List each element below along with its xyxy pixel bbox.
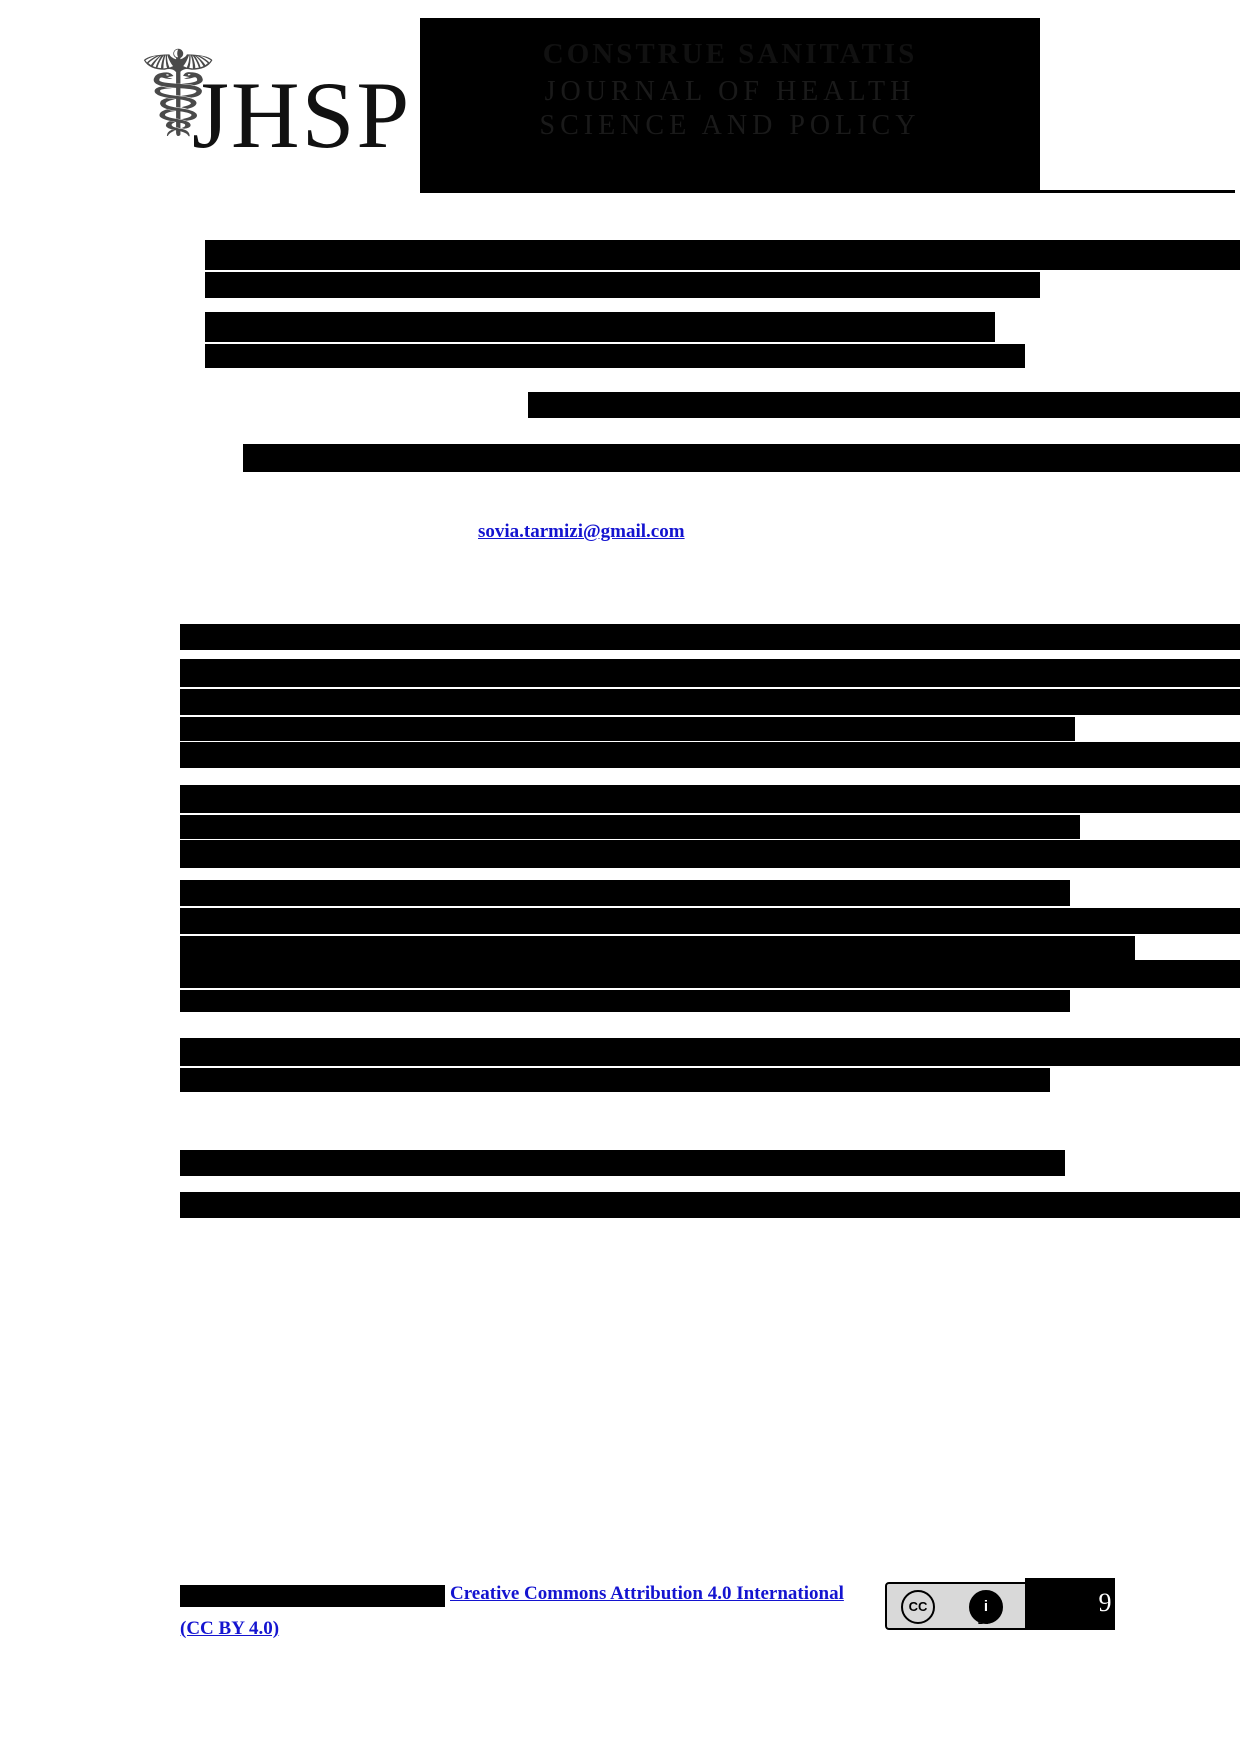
abstract-line-1 bbox=[180, 659, 1240, 687]
title-line-2 bbox=[205, 272, 1040, 298]
abstract-line-5 bbox=[180, 785, 1240, 813]
authors-line-1 bbox=[205, 312, 995, 342]
journal-wordmark: JHSP bbox=[192, 62, 412, 168]
corresponding-email-link[interactable]: sovia.tarmizi@gmail.com bbox=[478, 521, 685, 542]
authors-line-2 bbox=[205, 344, 1025, 368]
footer-note-line bbox=[180, 1192, 1240, 1218]
abstract-line-7 bbox=[180, 840, 1240, 868]
footer-license-prefix-block bbox=[180, 1585, 445, 1607]
creative-commons-badge bbox=[885, 1582, 1029, 1630]
abstract-line-9 bbox=[180, 908, 1240, 934]
abstract-line-3 bbox=[180, 717, 1075, 741]
section-heading-abstract bbox=[180, 624, 1240, 650]
masthead-line-1: CONSTRUE SANITATIS bbox=[542, 38, 918, 70]
masthead-line-2: JOURNAL OF HEALTH bbox=[544, 76, 916, 107]
abstract-line-6 bbox=[180, 815, 1080, 839]
title-line-1 bbox=[205, 240, 1240, 270]
affiliation-line-1 bbox=[528, 392, 1240, 418]
caduceus-icon: ☤ bbox=[138, 29, 219, 162]
abstract-line-4 bbox=[180, 742, 1240, 768]
abstract-line-14 bbox=[180, 1068, 1050, 1092]
abstract-line-2 bbox=[180, 689, 1240, 715]
masthead-divider-rule bbox=[965, 190, 1235, 193]
masthead-line-3: SCIENCE AND POLICY bbox=[539, 110, 921, 141]
attribution-person-icon: i bbox=[969, 1590, 1003, 1624]
abstract-line-8 bbox=[180, 880, 1070, 906]
abstract-line-10 bbox=[180, 936, 1135, 960]
cc-by-label: BY bbox=[977, 1616, 991, 1626]
journal-masthead bbox=[130, 18, 1240, 193]
license-link-code[interactable]: (CC BY 4.0) bbox=[180, 1618, 280, 1639]
abstract-line-12 bbox=[180, 990, 1070, 1012]
affiliation-line-2 bbox=[243, 444, 1240, 472]
page-number: 9 bbox=[1098, 1588, 1112, 1617]
abstract-line-13 bbox=[180, 1038, 1240, 1066]
keywords-line bbox=[180, 1150, 1065, 1176]
abstract-line-11 bbox=[180, 960, 1240, 988]
cc-icon: CC bbox=[901, 1590, 935, 1624]
license-link[interactable]: Creative Commons Attribution 4.0 International bbox=[450, 1583, 844, 1604]
